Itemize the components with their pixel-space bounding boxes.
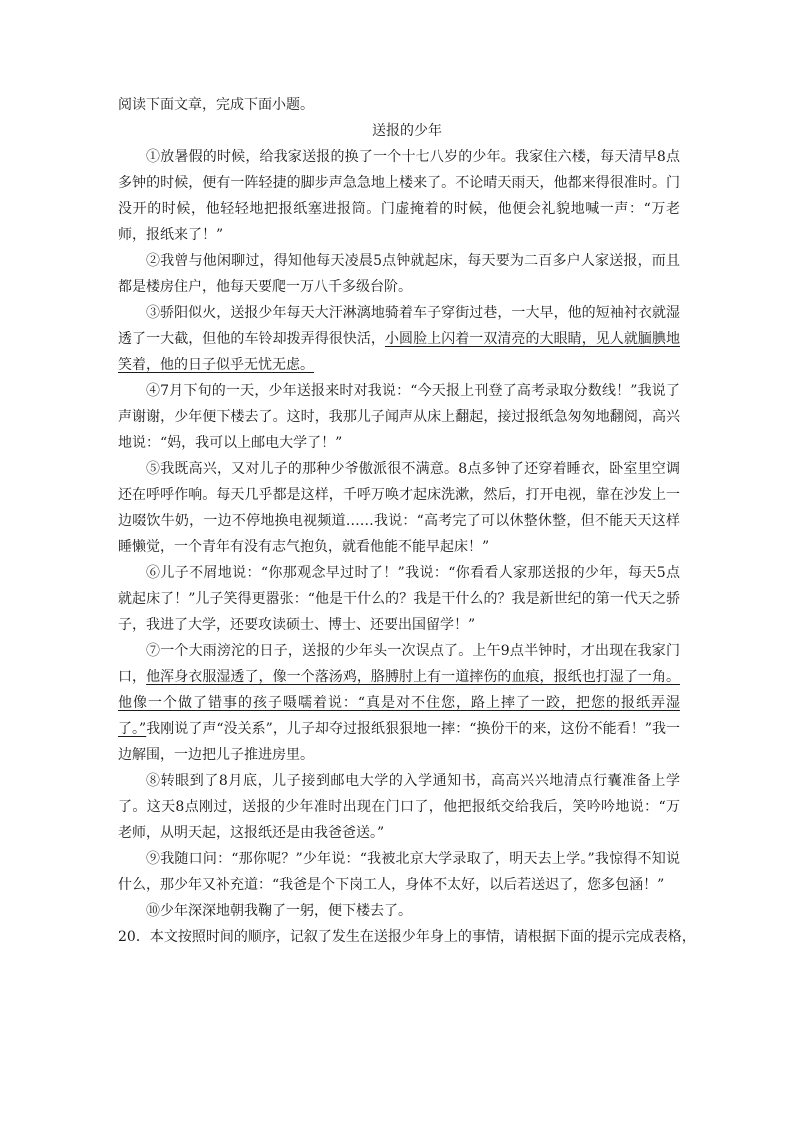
underlined-sentence-1: 小圆脸上闪着一双清亮的大眼睛，见人就腼腆地笑着，他的日子似乎无忧无虑。 bbox=[118, 331, 681, 373]
question-20: 20．本文按照时间的顺序，记叙了发生在送报少年身上的事情，请根据下面的提示完成表格， bbox=[118, 929, 696, 945]
paragraph-4: ④7月下旬的一天，少年送报来时对我说：“今天报上刊登了高考录取分数线！”我说了声谢谢，少年便下楼去了。这时，我那儿子闻声从床上翻起，接过报纸急匆匆地翻阅，高兴地说：“妈，我可以上邮电大学了！” bbox=[118, 383, 680, 451]
paragraph-7-text: ⑦一个大雨滂沱的日子，送报的少年头一次误点了。上午9点半钟时，才出现在我家门口， bbox=[118, 643, 680, 685]
reading-instruction: 阅读下面文章，完成下面小题。 bbox=[118, 97, 314, 113]
paragraph-5: ⑤我既高兴，又对儿子的那种少爷傲派很不满意。8点多钟了还穿着睡衣，卧室里空调还在呼呼作响。每天几乎都是这样，千呼万唤才起床洗漱，然后，打开电视，靠在沙发上一边啜饮牛奶，一边不停地换电视频道……我说：“高考完了可以休整休整，但不能天天这样睡懒觉，一个青年有没有志气抱负，就看他能不能早起床！” bbox=[118, 461, 680, 555]
paragraph-3 bbox=[118, 300, 680, 378]
paragraph-10: ⑩少年深深地朝我鞠了一躬，便下楼去了。 bbox=[146, 903, 412, 919]
underlined-sentence-2: 他浑身衣服湿透了，像一个落汤鸡，胳膊肘上有一道摔伤的血痕，报纸也打湿了一角。他像一个做了错事的孩子嗫嚅着说：“真是对不住您，路上摔了一跤，把您的报纸弄湿了。” bbox=[118, 669, 681, 737]
document-page bbox=[118, 92, 696, 950]
article-title: 送报的少年 bbox=[372, 123, 442, 139]
paragraph-7 bbox=[118, 638, 680, 768]
paragraph-1: ①放暑假的时候，给我家送报的换了一个十七八岁的少年。我家住六楼，每天清早8点多钟的时候，便有一阵轻捷的脚步声急急地上楼来了。不论晴天雨天，他都来得很准时。门没开的时候，他轻轻地把报纸塞进报筒。门虚掩着的时候，他便会礼貌地喊一声：“万老师，报纸来了！” bbox=[118, 149, 680, 243]
paragraph-8: ⑧转眼到了8月底，儿子接到邮电大学的入学通知书，高高兴兴地清点行囊准备上学了。这天8点刚过，送报的少年准时出现在门口了，他把报纸交给我后，笑吟吟地说：“万老师，从明天起，这报纸还是由我爸爸送。” bbox=[118, 773, 680, 841]
paragraph-2: ②我曾与他闲聊过，得知他每天凌晨5点钟就起床，每天要为二百多户人家送报，而且都是楼房住户，他每天要爬一万八千多级台阶。 bbox=[118, 253, 680, 295]
paragraph-6: ⑥儿子不屑地说：“你那观念早过时了！”我说：“你看看人家那送报的少年，每天5点就起床了！”儿子笑得更嚣张：“他是干什么的？我是干什么的？我是新世纪的第一代天之骄子，我进了大学，还要攻读硕士、博士、还要出国留学！” bbox=[118, 565, 680, 633]
paragraph-3-text: ③骄阳似火，送报少年每天大汗淋漓地骑着车子穿街过巷，一大早，他的短袖衬衣就湿透了一大截，但他的车铃却拨弄得很快活， bbox=[118, 305, 680, 347]
paragraph-9: ⑨我随口问：“那你呢？”少年说：“我被北京大学录取了，明天去上学。”我惊得不知说什么，那少年又补充道：“我爸是个下岗工人，身体不太好，以后若送迟了，您多包涵！” bbox=[118, 851, 680, 893]
paragraph-7-text-end: 我刚说了声“没关系”，儿子却夺过报纸狠狠地一摔：“换份干的来，这份不能看！”我一边解围，一边把儿子推进房里。 bbox=[118, 721, 680, 763]
